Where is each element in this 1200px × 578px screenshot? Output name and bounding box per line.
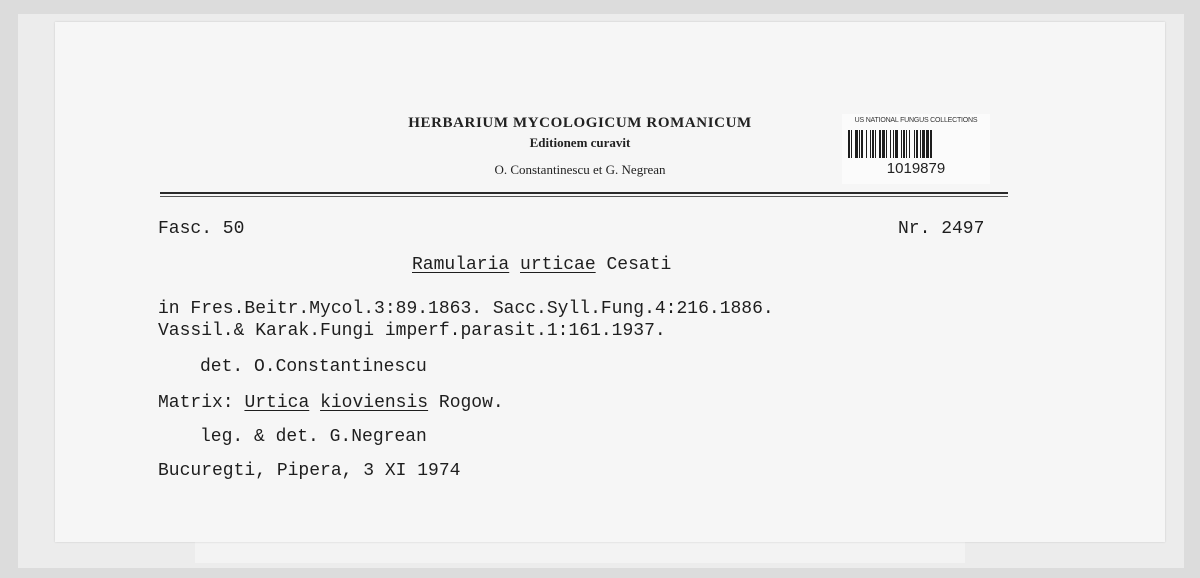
barcode-caption: US NATIONAL FUNGUS COLLECTIONS xyxy=(854,117,978,124)
citation-line-2: Vassil.& Karak.Fungi imperf.parasit.1:161.1937. xyxy=(158,321,666,341)
matrix-prefix: Matrix: xyxy=(158,393,234,413)
fascicle: Fasc. 50 xyxy=(158,219,245,239)
host-author: Rogow. xyxy=(438,393,504,413)
host-genus: Urtica xyxy=(244,393,310,413)
editors-line: O. Constantinescu et G. Negrean xyxy=(494,162,666,177)
species-author: Cesati xyxy=(606,255,672,275)
institution-name: HERBARIUM MYCOLOGICUM ROMANICUM xyxy=(408,115,752,131)
header-rule-thin xyxy=(160,196,1008,197)
host-epithet: kioviensis xyxy=(320,393,429,413)
locality-date: Bucuregti, Pipera, 3 XI 1974 xyxy=(158,461,461,481)
determiner: det. O.Constantinescu xyxy=(200,357,427,377)
citation-line-1: in Fres.Beitr.Mycol.3:89.1863. Sacc.Syll.Fung.4:216.1886. xyxy=(158,299,774,319)
species-epithet: urticae xyxy=(520,255,596,275)
matrix-line xyxy=(158,392,504,414)
barcode-icon xyxy=(848,130,984,158)
header-rule xyxy=(160,192,1008,194)
barcode-bar xyxy=(932,130,933,158)
edition-line: Editionem curavit xyxy=(529,135,631,150)
species-name xyxy=(412,254,671,276)
barcode-number: 1019879 xyxy=(886,160,946,177)
label-header xyxy=(340,112,820,180)
collector-line: leg. & det. G.Negrean xyxy=(200,427,427,447)
exsiccata-number: Nr. 2497 xyxy=(898,219,985,239)
species-genus: Ramularia xyxy=(412,255,510,275)
barcode-label xyxy=(842,114,990,184)
